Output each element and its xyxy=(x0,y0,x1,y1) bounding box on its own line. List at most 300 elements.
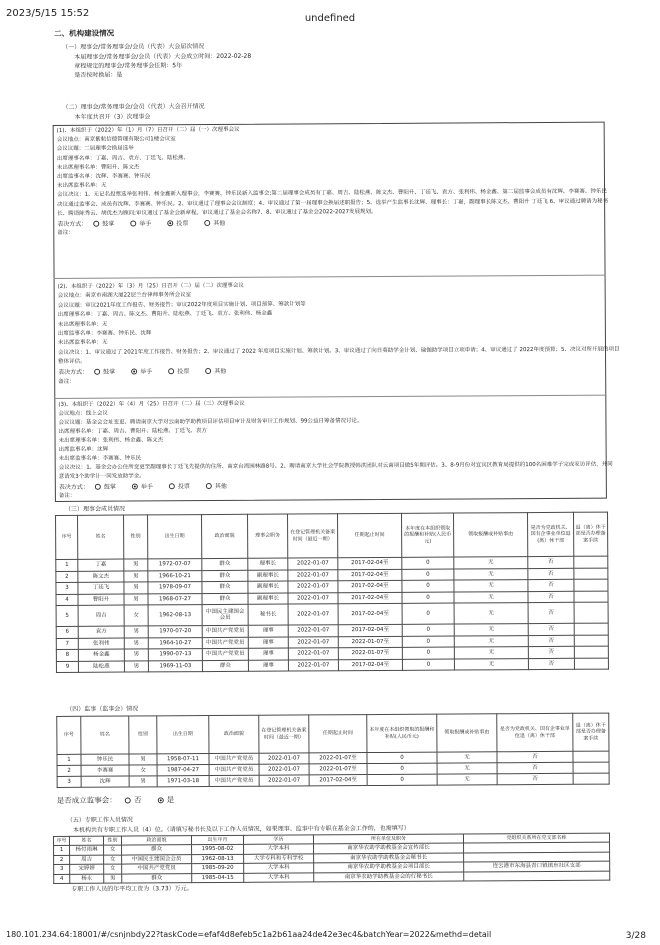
table-cell xyxy=(574,556,608,568)
supervisory-board-option-label: 是 xyxy=(166,795,175,805)
vote-option[interactable] xyxy=(94,369,115,377)
table-cell: 周吉 xyxy=(78,605,124,626)
column-header: 出生日期 xyxy=(157,716,209,754)
table-cell: 1969-11-03 xyxy=(148,660,202,672)
table-cell xyxy=(574,658,608,670)
meeting-line: 会议决议：1、审议通过了 2021年度工作报告、财务报告；2、审议通过了 2022 年度项目实施计划、筹款计划。3、审议通过了向日葵助学金计划、瑜伽助学项目立项申请；4、审议通过了 2022年度预算；5、决议对所开展的项目 xyxy=(58,346,620,356)
meeting-line: 出席监事名单：沈辉 xyxy=(58,446,109,453)
table-cell: 2022-01-07至 xyxy=(338,636,402,648)
staff-table xyxy=(53,833,610,885)
radio-icon xyxy=(130,220,136,226)
table-cell: 男 xyxy=(124,559,148,571)
vote-method-label: 表决方式： xyxy=(58,368,89,377)
table-cell: 否 xyxy=(528,646,574,658)
meeting-line: 未出席理事名单：无 xyxy=(57,321,108,328)
table-cell xyxy=(574,568,608,580)
table-cell: 1971-03-18 xyxy=(157,776,209,787)
table-cell: 2022-01-07至 xyxy=(309,753,367,764)
table-cell xyxy=(464,871,610,881)
table-cell xyxy=(574,602,608,623)
table-cell: 2022-01-07 xyxy=(288,636,338,648)
table-cell: 1990-07-13 xyxy=(148,649,202,661)
table-cell: 无 xyxy=(454,635,528,647)
table-cell: 2022-01-07 xyxy=(288,592,338,604)
table-cell: 否 xyxy=(497,751,573,762)
table-cell: 3 xyxy=(56,582,78,594)
table-cell: 无 xyxy=(454,557,528,569)
table-cell: 0 xyxy=(367,774,437,785)
table-cell: 0 xyxy=(402,659,454,671)
vote-option-label: 投票 xyxy=(177,368,190,376)
table-cell: 中国共产党党员 xyxy=(209,775,259,786)
column-header: 序号 xyxy=(56,515,78,559)
table-cell: 无 xyxy=(454,580,528,592)
vote-option[interactable] xyxy=(131,368,152,376)
table-cell: 女 xyxy=(124,605,148,626)
table-cell: 8 xyxy=(56,649,78,661)
meeting-note-label: 备注： xyxy=(57,230,74,237)
column-header: 出生年月 xyxy=(191,835,243,844)
supervisory-board-option-label: 否 xyxy=(134,795,142,805)
table-cell: 否 xyxy=(528,579,574,591)
meeting-line: 未出席理事名单：张利伟、杨金鑫、陈文杰 xyxy=(58,437,164,444)
vote-option-label: 投票 xyxy=(176,219,189,227)
table-cell: 2017-02-04至 xyxy=(338,624,402,636)
meeting-line: 会议议题：基金会会址变更、聘请南京大学对云南助学助教项目评估项目审计及财务审计工作规划、99公益日筹备情况讨论。 xyxy=(58,418,363,426)
table-cell: 中国共产党党员 xyxy=(209,753,259,764)
part1-title: （一）理事会/常务理事会/会员（代表）大会届次情况 xyxy=(62,43,205,51)
vote-option-label: 其他 xyxy=(213,219,226,227)
table-cell: 中国共产党党员 xyxy=(202,637,248,649)
meeting-note-label: 备注： xyxy=(58,378,75,385)
table-cell: 2017-02-04至 xyxy=(338,557,402,569)
table-cell: 2022-01-07 xyxy=(259,775,309,786)
table-cell: 大学专科和专科学校 xyxy=(244,853,314,863)
table-cell: 副理事长 xyxy=(248,570,288,582)
table-cell: 2017-02-04至 xyxy=(338,569,402,581)
section-title: 二、机构建设情况 xyxy=(54,28,115,38)
meeting-line: 出席理事名单：丁嘉、周吉、曹阳升、陆松燕、丁廷飞、袁方 xyxy=(58,428,208,435)
table-cell: 2022-01-07 xyxy=(288,625,338,637)
table-cell: 沈辉 xyxy=(81,776,129,787)
table-cell: 1962-08-13 xyxy=(192,854,244,864)
vote-method-label: 表决方式： xyxy=(57,220,88,228)
table-cell: 1 xyxy=(56,559,78,571)
vote-option[interactable] xyxy=(205,368,226,376)
meeting-heading: (2)、本组织于（2022）年（3）月（25）日召开（二）届（二）次理事会议 xyxy=(57,282,244,290)
table-cell: 群众 xyxy=(202,593,248,605)
radio-icon xyxy=(158,797,164,803)
table-cell: 无 xyxy=(454,568,528,580)
column-header: 领取报酬或补贴事由 xyxy=(454,513,528,557)
table-cell: 理事长 xyxy=(248,558,288,570)
table-cell: 否 xyxy=(528,658,574,670)
table-cell: 无 xyxy=(437,752,497,763)
table-cell xyxy=(573,762,609,773)
table-cell: 0 xyxy=(402,580,454,592)
table-cell: 男 xyxy=(129,754,157,765)
council-members-table xyxy=(55,512,609,673)
table-cell: 群众 xyxy=(122,873,192,883)
table-cell: 理事 xyxy=(248,625,288,637)
vote-option[interactable] xyxy=(95,483,116,491)
meeting-heading: (1)、本组织于（2022）年（1）月（7）日召开（二）届（一）次理事会议 xyxy=(56,126,240,134)
table-cell: 2017-02-04至 xyxy=(338,659,402,671)
table-cell: 群众 xyxy=(202,581,248,593)
vote-option-label: 其他 xyxy=(214,368,227,376)
table-row xyxy=(54,871,610,884)
table-cell: 2022-01-07 xyxy=(288,659,338,671)
table-cell: 0 xyxy=(402,569,454,581)
table-row xyxy=(57,773,609,787)
table-cell: 南京华农助学助教基金会的行秘书长 xyxy=(314,872,464,883)
table-header-row xyxy=(56,512,608,559)
table-cell: 理事 xyxy=(248,660,288,672)
part4-title: （四）监事（监事会）情况 xyxy=(66,705,139,713)
table-cell: 1970-07-20 xyxy=(148,626,202,638)
meeting-line: 出席监事名单：沈辉、李赛赛、钟乐民 xyxy=(56,173,151,180)
table-cell: 1958-07-11 xyxy=(157,754,209,765)
table-cell: 2022-01-07 xyxy=(288,604,338,625)
table-cell: 2017-02-04至 xyxy=(338,592,402,604)
table-cell: 无 xyxy=(437,763,497,774)
table-cell: 女 xyxy=(104,864,122,874)
table-cell: 1985-04-15 xyxy=(192,873,244,883)
table-cell: 否 xyxy=(528,635,574,647)
meeting-line: 会议议题：二届理事会换届选举 xyxy=(56,145,134,153)
table-cell: 否 xyxy=(528,591,574,603)
table-cell: 2 xyxy=(56,571,78,583)
table-cell: 男 xyxy=(124,593,148,605)
table-cell: 3 xyxy=(54,865,70,875)
column-header: 姓名 xyxy=(69,836,103,845)
table-cell: 否 xyxy=(528,568,574,580)
column-header: 政治面貌 xyxy=(209,715,259,753)
column-header: 性别 xyxy=(124,515,148,559)
meeting-line: 出席理事名单：丁嘉、周吉、袁方、丁廷飞、陆松燕、 xyxy=(56,154,189,162)
table-cell: 女 xyxy=(104,855,122,865)
vote-option-label: 投票 xyxy=(177,482,190,490)
column-header: 领取报酬或补贴事由 xyxy=(437,714,497,752)
table-cell: 男 xyxy=(124,582,148,594)
table-cell: 6 xyxy=(56,626,78,638)
table-cell: 1962-08-13 xyxy=(148,605,202,626)
table-cell: 陈文杰 xyxy=(78,571,124,583)
table-cell: 1985-09-20 xyxy=(192,864,244,874)
meeting-vote-method xyxy=(59,482,243,491)
part2-title: （二）理事会/常务理事会/会员（代表）大会召开情况 xyxy=(62,103,205,111)
table-cell xyxy=(573,751,609,762)
table-cell: 否 xyxy=(528,556,574,568)
vote-option-label: 鼓掌 xyxy=(102,220,115,228)
table-cell xyxy=(574,591,608,603)
meeting-vote-method xyxy=(58,368,242,377)
vote-option[interactable] xyxy=(130,220,151,228)
table-cell: 1978-09-07 xyxy=(148,582,202,594)
table-cell: 男 xyxy=(124,637,148,649)
meeting-line: 会议地点：线上会议 xyxy=(58,410,108,417)
table-cell: 群众 xyxy=(202,558,248,570)
vote-option[interactable] xyxy=(169,483,190,491)
table-cell: 南京华农助学助教基金会秘书长 xyxy=(314,853,464,864)
table-cell: 否 xyxy=(528,623,574,635)
column-header: 所在单位及职务 xyxy=(313,834,463,844)
column-header: 本年度在本组织领取的报酬和补贴(人民币元) xyxy=(402,513,454,557)
table-cell: 5 xyxy=(56,605,78,626)
table-cell: 0 xyxy=(402,592,454,604)
part2-subtitle: 本年度共召开（3）次理事会 xyxy=(74,113,151,121)
table-cell: 袁方 xyxy=(78,626,124,638)
radio-icon xyxy=(167,220,173,226)
column-header: 序号 xyxy=(57,716,81,754)
vote-option-label: 鼓掌 xyxy=(103,368,116,376)
table-cell: 中国民主建国会会员 xyxy=(122,854,192,864)
table-cell: 男 xyxy=(104,874,122,884)
vote-option-label: 举手 xyxy=(139,219,152,227)
table-header-row xyxy=(57,713,609,754)
vote-option[interactable] xyxy=(168,368,189,376)
column-header: 任期起止时间 xyxy=(309,715,367,753)
table-cell: 钟乐民 xyxy=(81,754,129,765)
radio-icon xyxy=(125,798,131,804)
table-cell: 0 xyxy=(402,636,454,648)
part1-line: 是否按时换届：是 xyxy=(74,71,123,79)
table-cell: 0 xyxy=(402,603,454,624)
table-cell: 宋婷婷 xyxy=(70,864,104,874)
table-cell: 杨永 xyxy=(70,874,104,884)
meeting-heading: (3)、本组织于（2022）年（4）月（25）日召开（二）届（三）次理事会议 xyxy=(58,400,245,408)
column-header: 学历 xyxy=(243,835,313,844)
column-header: 退（离）休干部是否办理备案手续 xyxy=(573,713,609,751)
meeting-line: 会议地点：南京紫航信德管理有限公司1楼会议室 xyxy=(56,136,176,144)
vote-option-label: 鼓掌 xyxy=(103,483,116,491)
table-row xyxy=(56,658,608,673)
table-cell: 2022-01-07 xyxy=(259,764,309,775)
supervisory-board-label: 是否成立监事会： xyxy=(56,795,117,805)
part3-title: （三）理事会成员情况 xyxy=(64,505,126,513)
meeting-note-label: 备注： xyxy=(58,492,76,499)
column-header: 是否为党政机关、国有企事业单位退（离）休干部 xyxy=(497,713,573,751)
print-datetime: 2023/5/15 15:52 xyxy=(6,8,90,19)
table-cell: 大学本科 xyxy=(244,844,314,854)
table-cell: 副理事长 xyxy=(248,593,288,605)
meeting-line: 未出席理事名单：曹阳升、陈文杰 xyxy=(56,164,140,171)
meeting-line: 未出席监事名单：无 xyxy=(56,182,107,190)
table-cell: 2022-01-07 xyxy=(288,569,338,581)
radio-icon xyxy=(131,369,137,375)
radio-icon xyxy=(169,483,175,489)
radio-icon xyxy=(95,483,101,489)
column-header: 本年度在本组织领取的报酬和补贴(人民币元) xyxy=(367,714,437,752)
table-cell: 无 xyxy=(437,774,497,785)
column-header: 任期起止时间 xyxy=(338,513,402,557)
meeting-line: 未出席监事名单：无 xyxy=(57,340,108,347)
table-cell: 男 xyxy=(124,626,148,638)
table-cell: 理事 xyxy=(248,648,288,660)
table-cell: 7 xyxy=(56,638,78,650)
meeting-line: 决议通过监事会、成员有沈辉、李赛赛、钟乐民。2、审议通过了理事会会议制度；4、审议通过了第一届理事会换届述职报告；5、选举产生监事长沈辉、理事长：丁嘉，副理事长陈文杰、曹阳升 丁廷飞 6、审议通过聘请为秘书 xyxy=(57,198,609,208)
table-cell: 2017-02-04至 xyxy=(338,580,402,592)
meeting-line: 出席监事名单：李赛赛、钟乐民、沈辉 xyxy=(57,330,152,337)
table-cell: 1972-07-07 xyxy=(148,559,202,571)
column-header: 性别 xyxy=(103,836,121,845)
part5-subtitle: 本机构共有专职工作人员（4）位。（请填写秘书长及以下工作人员情况，如果理事、监事中有专职在基金会工作的，也需填写） xyxy=(72,824,410,834)
print-page-number: 3/28 xyxy=(625,931,646,941)
table-cell: 2 xyxy=(54,855,70,865)
table-cell: 2022-01-07 xyxy=(259,753,309,764)
column-header: 政治面貌 xyxy=(121,836,191,845)
column-header: 姓名 xyxy=(81,716,129,754)
vote-option[interactable] xyxy=(167,220,188,228)
table-cell: 男 xyxy=(129,776,157,787)
table-cell: 1 xyxy=(57,754,81,765)
table-cell: 无 xyxy=(454,647,528,659)
part1-line: 章程规定的理事会/常务理事会任期：5年 xyxy=(74,62,183,70)
supervisors-table xyxy=(56,713,609,788)
table-cell: 否 xyxy=(528,602,574,623)
table-cell: 中国共产党党员 xyxy=(209,764,259,775)
table-cell: 女 xyxy=(104,845,122,855)
table-cell: 0 xyxy=(367,763,437,774)
meeting-line: 意请发3个助学计一同发放助学金。 xyxy=(58,473,145,480)
table-cell: 2022-01-07 xyxy=(288,648,338,660)
radio-icon xyxy=(94,369,100,375)
radio-icon xyxy=(205,368,211,374)
table-cell: 大学本科 xyxy=(244,863,314,873)
table-cell: 4 xyxy=(56,594,78,606)
table-cell: 群众 xyxy=(202,570,248,582)
table-cell: 中国共产党党员 xyxy=(122,864,192,874)
table-cell: 中国共产党党员 xyxy=(202,625,248,637)
column-header: 序号 xyxy=(53,836,69,845)
table-cell: 2017-02-04至 xyxy=(338,603,402,624)
table-cell: 南京华农助学助教基金会宣传部长 xyxy=(314,843,464,854)
table-cell: 中国共产党党员 xyxy=(202,648,248,660)
meeting-line: 整体评估。 xyxy=(58,358,86,366)
vote-option-label: 其他 xyxy=(214,482,227,490)
table-cell: 丁廷飞 xyxy=(78,582,124,594)
table-cell: 0 xyxy=(402,557,454,569)
vote-option[interactable] xyxy=(206,482,227,490)
table-cell: 2022-01-07 xyxy=(288,558,338,570)
vote-option[interactable] xyxy=(204,219,225,227)
table-cell: 陆松燕 xyxy=(78,661,124,673)
table-cell: 李赛赛 xyxy=(81,765,129,776)
vote-option[interactable] xyxy=(132,483,153,491)
radio-icon xyxy=(206,483,212,489)
table-cell: 女 xyxy=(129,765,157,776)
table-cell: 无 xyxy=(454,658,528,670)
table-cell: 周吉 xyxy=(70,855,104,865)
staff-average-salary: 专职工作人员的年平均工资为（3.73）万元。 xyxy=(71,885,193,893)
meeting-line: 长、聘请陈秀云、胡优杰为顾问;审议通过了基金会新章程。审议通过了基金会名称7、8、审议通过了基金会2022-2027发展规划。 xyxy=(57,208,377,217)
table-cell: 杨金鑫 xyxy=(78,649,124,661)
radio-icon xyxy=(132,483,138,489)
table-cell: 副理事长 xyxy=(248,581,288,593)
column-header: 在登记管理机关备案时间（最近一期） xyxy=(288,514,338,558)
meeting-line: 会议决议：1、无记名投票选举张利伟、杨金鑫新入理事会，李赛赛、钟乐民新入监事会;第二届理事会成员有丁嘉、周吉、陆松燕、陈文杰、曹阳升、丁廷飞、袁方、张利伟、杨金鑫、第二届监事会成员有沈辉、李赛赛、钟乐民 xyxy=(57,188,607,199)
table-cell: 群众 xyxy=(122,845,192,855)
table-cell: 1964-10-27 xyxy=(148,637,202,649)
supervisory-board-question xyxy=(57,795,190,805)
vote-option-label: 举手 xyxy=(140,368,153,376)
table-cell xyxy=(574,646,608,658)
table-cell: 1968-07-27 xyxy=(148,593,202,605)
radio-icon xyxy=(93,220,99,226)
column-header: 政治面貌 xyxy=(202,514,248,558)
print-page-title: undefined xyxy=(304,13,356,24)
table-cell: 1966-10-21 xyxy=(148,570,202,582)
table-cell: 0 xyxy=(402,647,454,659)
meeting-line: 会议决议：1、基金会办公住所变更至副理事长丁廷飞先提供的住所、南京台湾园林路8号。2、聘请南京大学社会学院教授韩洪团队对云南项目做5年期评估。3、8-9月份对宜宾区教育局提供的100名困难学子完成家访评估，并同 xyxy=(58,461,613,471)
table-cell: 1995-08-02 xyxy=(192,844,244,854)
table-cell: 理事 xyxy=(248,637,288,649)
table-cell xyxy=(574,579,608,591)
table-cell: 否 xyxy=(497,773,573,784)
table-cell: 2017-02-04至 xyxy=(309,775,367,786)
table-cell: 杨付雨琳 xyxy=(70,845,104,855)
supervisory-board-option[interactable] xyxy=(158,795,175,804)
table-cell: 曹阳升 xyxy=(78,594,124,606)
table-cell: 4 xyxy=(54,874,70,884)
scanned-report-page xyxy=(48,18,653,893)
part5-title: （五）专职工作人员情况 xyxy=(66,816,133,824)
table-cell: 男 xyxy=(124,660,148,672)
supervisory-board-option[interactable] xyxy=(125,795,142,804)
table-cell: 中国民主建国会会员 xyxy=(202,604,248,625)
table-cell: 无 xyxy=(454,624,528,636)
table-cell: 丁嘉 xyxy=(78,559,124,571)
column-header: 在登记管理机关备案时间（最近一期） xyxy=(259,715,309,753)
meeting-line: 会议议题：审议2021年度工作报告、财务报告；审议2022年度项目实施计划、项目预算、筹款计划等 xyxy=(57,301,306,309)
table-cell: 南京华农助学助教基金会项目部长 xyxy=(314,862,464,873)
table-cell xyxy=(574,623,608,635)
column-header: 性别 xyxy=(129,716,157,754)
table-cell: 1 xyxy=(54,845,70,855)
table-cell: 张利伟 xyxy=(78,638,124,650)
print-url: 180.101.234.64:18001/#/csnjnbdy22?taskCode=efaf4d8efeb5c1a2b61aa24de42e3ec4&batchYear=2022&methd=detail xyxy=(6,930,492,939)
vote-option[interactable] xyxy=(93,220,114,228)
column-header: 党组织关系所在党支部名称 xyxy=(463,833,609,843)
table-cell: 0 xyxy=(367,752,437,763)
table-cell: 大学本科 xyxy=(244,873,314,883)
radio-icon xyxy=(204,220,210,226)
table-cell: 否 xyxy=(497,762,573,773)
table-cell: 2 xyxy=(57,765,81,776)
table-cell xyxy=(574,635,608,647)
table-cell: 群众 xyxy=(202,660,248,672)
table-cell: 9 xyxy=(56,661,78,673)
table-cell: 2022-01-07至 xyxy=(338,647,402,659)
table-cell: 秘书长 xyxy=(248,604,288,625)
column-header: 理事会职务 xyxy=(248,514,288,558)
table-cell: 0 xyxy=(402,624,454,636)
table-cell: 2022-01-07 xyxy=(288,581,338,593)
table-cell: 2022-01-07至 xyxy=(309,764,367,775)
meeting-line: 未出席监事名单：李赛赛、钟乐民 xyxy=(58,455,142,462)
meeting-vote-method xyxy=(57,219,241,228)
table-cell: 无 xyxy=(454,603,528,624)
column-header: 是否为党政机关、国有企事业单位退(离）休干部 xyxy=(528,512,574,556)
table-cell: 男 xyxy=(124,649,148,661)
column-header: 姓名 xyxy=(78,515,124,559)
column-header: 退（离）休干部是否办理备案手续 xyxy=(574,512,608,556)
column-header: 出生日期 xyxy=(148,515,202,559)
table-cell: 连云港市东海县青口镇镇东社区支部 xyxy=(464,861,610,871)
table-cell: 男 xyxy=(124,570,148,582)
vote-option-label: 举手 xyxy=(140,482,153,490)
table-cell xyxy=(573,773,609,784)
